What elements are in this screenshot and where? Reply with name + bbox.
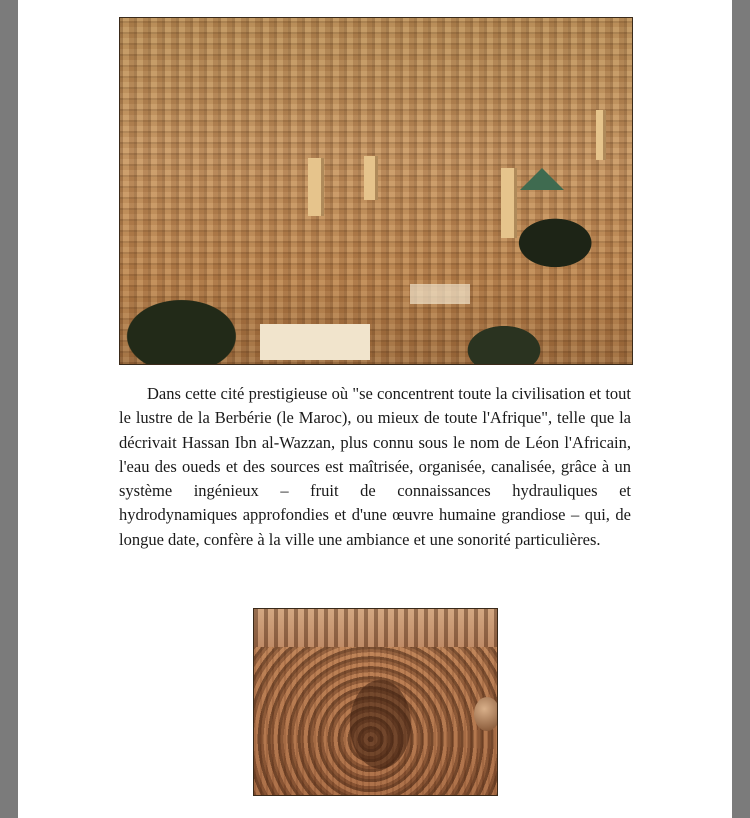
body-paragraph: Dans cette cité prestigieuse où "se concentrent toute la civilisation et tout le lustre de la Berbérie (le Maroc), ou mieux de toute l'Afrique", telle que la décrivait Hassan Ibn al-Wazzan, plus connu sous le nom de Léon l'Africain, l'eau des oueds et des sources est maîtrisée, organisée, canalisée, grâce à un système ingénieux – fruit de connaissances hydrauliques et hydrodynamiques approfondies et d'une œuvre humaine grandiose – qui, de longue date, confère à la ville une ambiance et une sonorité particulières. [119, 384, 631, 549]
document-page [18, 0, 732, 818]
city-panorama-photo [119, 17, 633, 365]
carved-wood-photo [253, 608, 498, 796]
